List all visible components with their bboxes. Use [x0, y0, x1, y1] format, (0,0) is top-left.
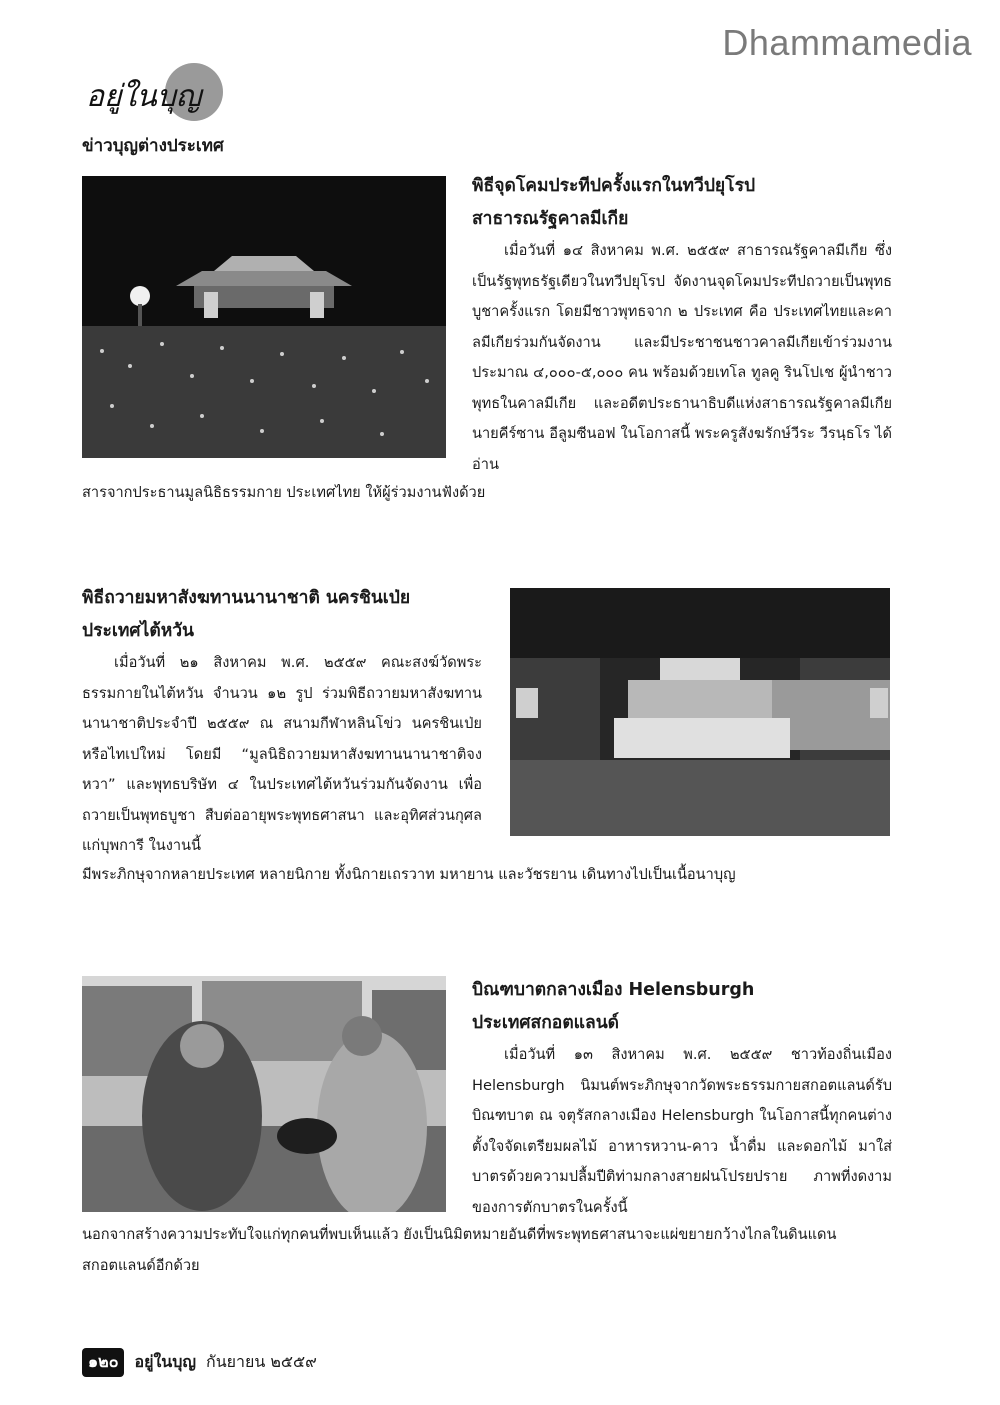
- stadium-ceremony-photo: [510, 588, 890, 836]
- issue-date: กันยายน ๒๕๕๙: [206, 1352, 317, 1371]
- article-body-continued: มีพระภิกษุจากหลายประเทศ หลายนิกาย ทั้งนิกายเถรวาท มหายาน และวัชรยาน เดินทางไปเป็นเนื้อนาบุญ: [82, 866, 736, 883]
- article-body: เมื่อวันที่ ๑๔ สิงหาคม พ.ศ. ๒๕๕๙ สาธารณรัฐคาลมีเกีย ซึ่งเป็นรัฐพุทธรัฐเดียวในทวีปยุโรป จัดงานจุดโคมประทีปถวายเป็นพุทธบูชาครั้งแรก โดยมีชาวพุทธจาก ๒ ประเทศ คือ ประเทศไทยและคาลมีเกียร่วมกันจัดงาน และมีประชาชนชาวคาลมีเกียเข้าร่วมงานประมาณ ๔,๐๐๐-๕,๐๐๐ คน พร้อมด้วยเทโล ทูลคู รินโปเช ผู้นำชาวพุทธในคาลมีเกีย และอดีตประธานาธิบดีแห่งสาธารณรัฐคาลมีเกีย นายคีร์ซาน อีลูมซีนอฟ ในโอกาสนี้ พระครูสังฆรักษ์วีระ วีรนฺธโร ได้อ่าน: [472, 242, 892, 473]
- magazine-name: อยู่ในบุญ: [134, 1352, 196, 1371]
- candle-ceremony-photo: [82, 176, 446, 458]
- magazine-logo: [82, 62, 227, 124]
- article-body: เมื่อวันที่ ๑๓ สิงหาคม พ.ศ. ๒๕๕๙ ชาวท้องถิ่นเมือง Helensburgh นิมนต์พระภิกษุจากวัดพระธรรมกายสกอตแลนด์รับบิณฑบาต ณ จตุรัสกลางเมือง Helensburgh ในโอกาสนี้ทุกคนต่างตั้งใจจัดเตรียมผลไม้ อาหารหวาน-คาว น้ำดื่ม และดอกไม้ มาใส่บาตรด้วยความปลื้มปีติท่ามกลางสายฝนโปรยปราย ภาพที่งดงามของการตักบาตรในครั้งนี้: [472, 1046, 892, 1216]
- article-title: พิธีจุดโคมประทีปครั้งแรกในทวีปยุโรป สาธารณรัฐคาลมีเกีย: [472, 176, 756, 229]
- article-title: บิณฑบาตกลางเมือง Helensburgh ประเทศสกอตแลนด์: [472, 980, 755, 1033]
- alms-round-photo: [82, 976, 446, 1212]
- article-body-continued: นอกจากสร้างความประทับใจแก่ทุกคนที่พบเห็นแล้ว ยังเป็นนิมิตหมายอันดีที่พระพุทธศาสนาจะแผ่ขยายกว้างไกลในดินแดนสกอตแลนด์อีกด้วย: [82, 1226, 837, 1274]
- article-body-continued: สารจากประธานมูลนิธิธรรมกาย ประเทศไทย ให้ผู้ร่วมงานฟังด้วย: [82, 484, 486, 501]
- brand-title: Dhammamedia: [722, 22, 972, 63]
- article-candle-ceremony: [472, 170, 892, 480]
- article-title: พิธีถวายมหาสังฆทานนานาชาติ นครชินเป่ย ประเทศไต้หวัน: [82, 588, 411, 641]
- article-body: เมื่อวันที่ ๒๑ สิงหาคม พ.ศ. ๒๕๕๙ คณะสงฆ์วัดพระธรรมกายในไต้หวัน จำนวน ๑๒ รูป ร่วมพิธีถวายมหาสังฆทานนานาชาติประจำปี ๒๕๕๙ ณ สนามกีฬาหลินโข่ว นครชินเป่ยหรือไทเปใหม่ โดยมี “มูลนิธิถวายมหาสังฆทานนานาชาติจงหวา” และพุทธบริษัท ๔ ในประเทศไต้หวันร่วมกันจัดงาน เพื่อถวายเป็นพุทธบูชา สืบต่ออายุพระพุทธศาสนา และอุทิศส่วนกุศลแก่บุพการี ในงานนี้: [82, 654, 482, 854]
- article-alms-round: [472, 974, 892, 1223]
- page-number: ๑๒๐: [82, 1348, 124, 1377]
- article-sangha-offering: [82, 582, 482, 862]
- section-title: ข่าวบุญต่างประเทศ: [82, 136, 224, 156]
- page-footer: [82, 1348, 317, 1377]
- logo-text: อยู่ในบุญ: [86, 79, 202, 114]
